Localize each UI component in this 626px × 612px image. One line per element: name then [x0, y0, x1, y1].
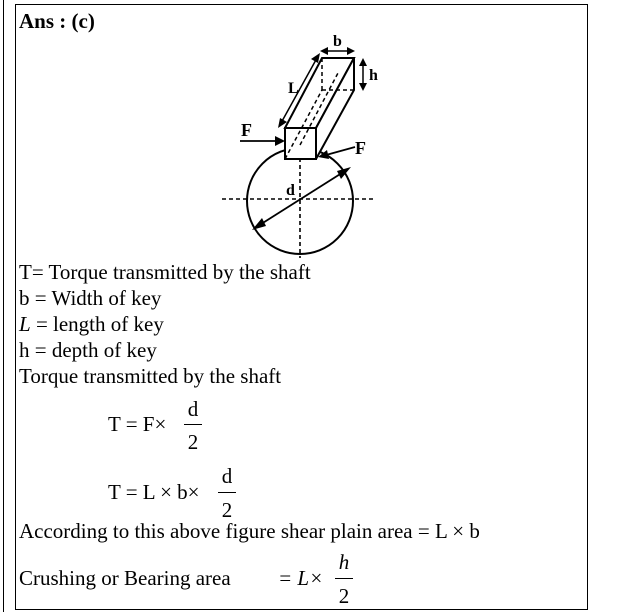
crushing-area-text: Crushing or Bearing area — [19, 566, 231, 590]
equation2-fraction-bar — [218, 492, 236, 493]
b-arrow-left — [320, 47, 328, 55]
h-arrow-top — [359, 58, 367, 66]
diameter-arrow-head-1 — [252, 218, 266, 230]
crushing-denominator: 2 — [338, 584, 350, 608]
definition-L — [19, 312, 164, 336]
definition-T: T= Torque transmitted by the shaft — [19, 260, 311, 284]
equation1-denominator: 2 — [187, 430, 199, 454]
definition-L-text: = length of key — [30, 312, 164, 336]
equation2-numerator: d — [221, 464, 233, 488]
definition-L-symbol: L — [19, 312, 31, 336]
figure-label-L: L — [288, 80, 299, 97]
definition-h: h = depth of key — [19, 338, 157, 362]
diameter-arrow-head-2 — [337, 167, 351, 179]
torque-heading: Torque transmitted by the shaft — [19, 364, 282, 388]
figure-label-h: h — [369, 67, 378, 84]
figure-label-d: d — [286, 182, 295, 199]
equation2-lhs: T = L × b× — [108, 480, 200, 504]
figure-label-F-left: F — [241, 120, 252, 140]
shear-area-text: According to this above figure shear plain area = L × b — [19, 519, 480, 543]
figure-label-F-right: F — [355, 138, 366, 158]
equation1-fraction-bar — [184, 424, 202, 425]
equation2-denominator: 2 — [221, 498, 233, 522]
equation1-numerator: d — [187, 397, 199, 421]
answer-label: Ans : (c) — [19, 9, 95, 33]
crushing-numerator: h — [338, 550, 350, 574]
figure-label-b: b — [333, 33, 342, 50]
force-left-arrow-head — [275, 136, 285, 146]
h-arrow-bottom — [359, 83, 367, 91]
definition-b: b = Width of key — [19, 286, 162, 310]
equation1-lhs: T = F× — [108, 412, 167, 436]
b-arrow-right — [347, 47, 355, 55]
crushing-lhs: = L× — [278, 566, 324, 590]
force-right-line — [326, 147, 355, 155]
crushing-fraction-bar — [335, 578, 353, 579]
L-arrow-top — [311, 53, 320, 63]
